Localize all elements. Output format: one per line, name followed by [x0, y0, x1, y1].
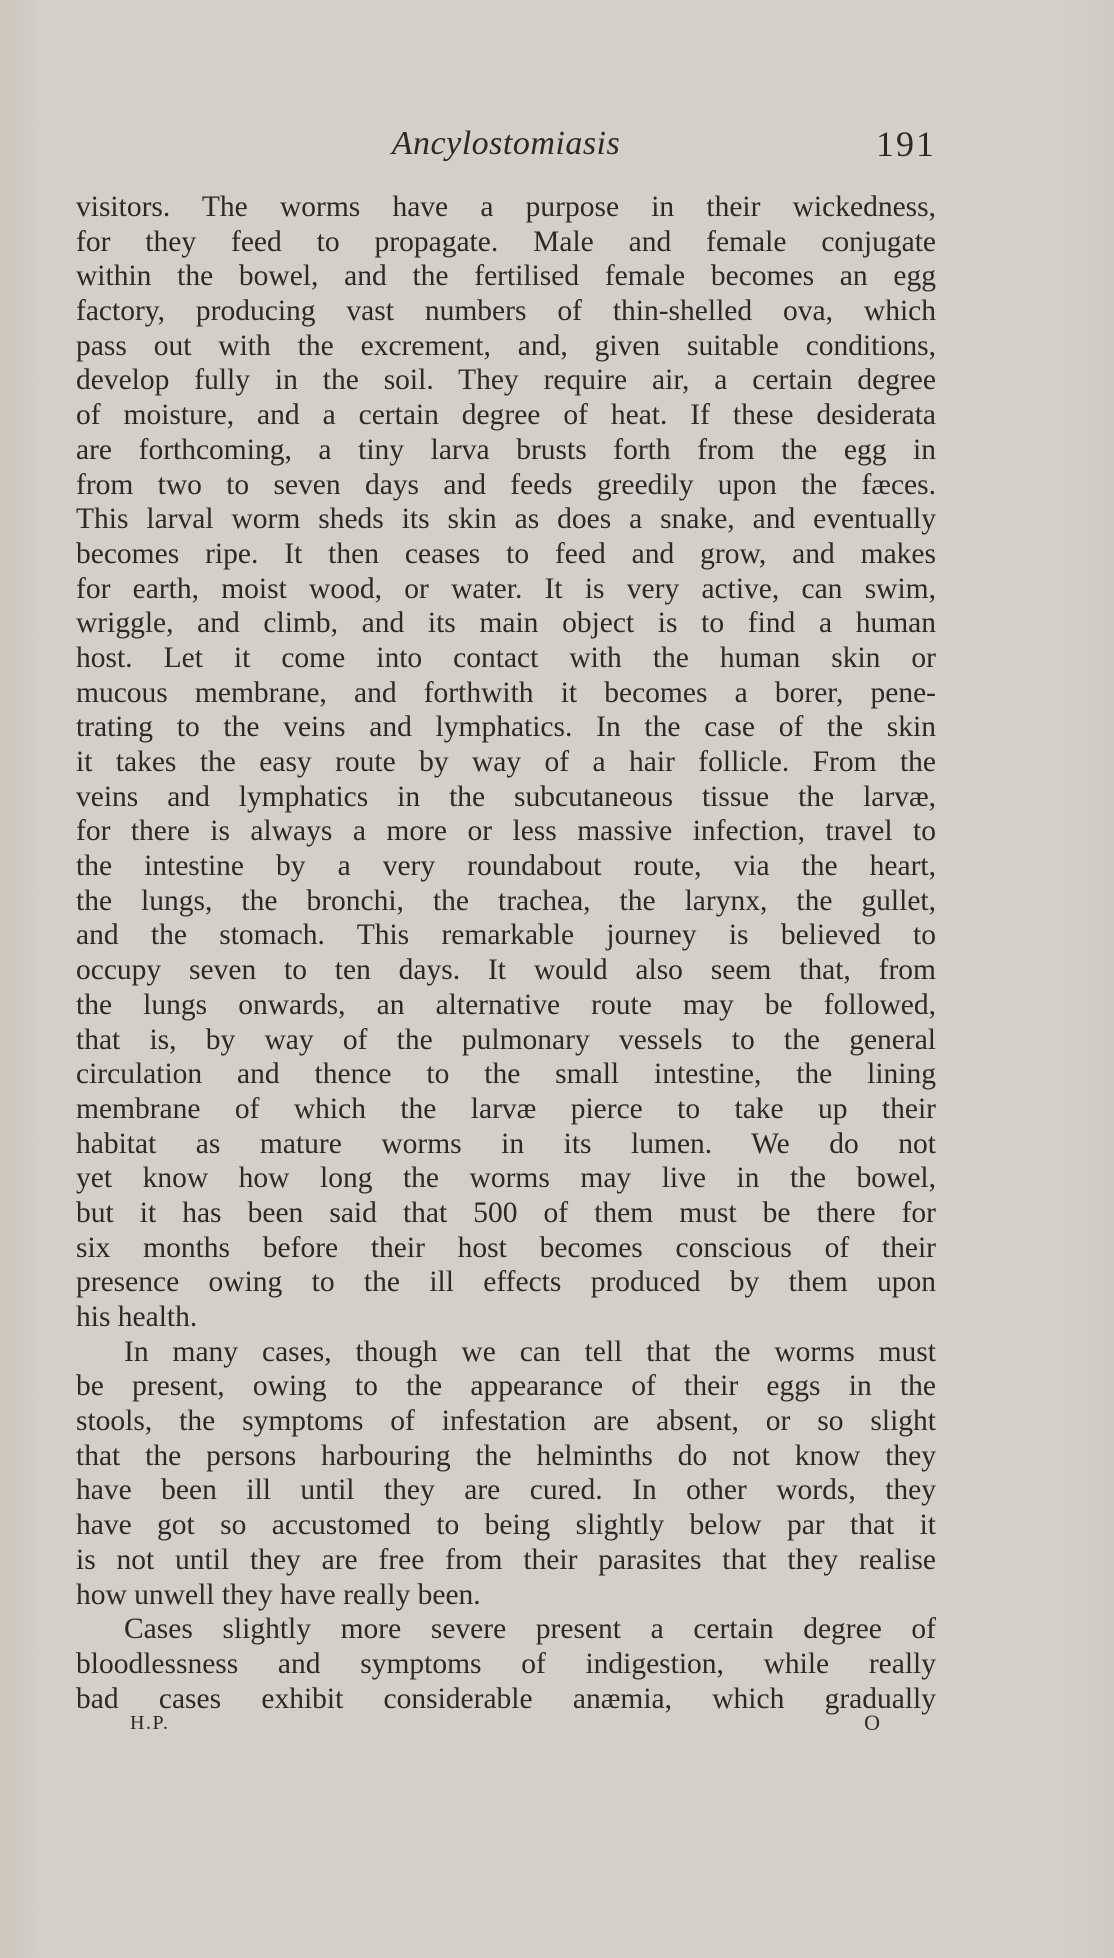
text-line: circulation and thence to the small intestine, the lining	[76, 1058, 936, 1091]
paragraph-3	[76, 1612, 936, 1716]
text-line: it takes the easy route by way of a hair follicle. From the	[76, 746, 936, 778]
text-line: host. Let it come into contact with the human skin or	[76, 641, 936, 674]
text-line: his health.	[76, 1301, 198, 1333]
page-number: 191	[876, 124, 936, 164]
text-line: that is, by way of the pulmonary vessels to the general	[76, 1023, 936, 1056]
text-line: membrane of which the larvæ pierce to take up their	[76, 1092, 936, 1125]
text-line: yet know how long the worms may live in the bowel,	[76, 1162, 936, 1195]
text-line: bloodlessness and symptoms of indigestion, while really	[76, 1647, 936, 1680]
text-line: the lungs, the bronchi, the trachea, the larynx, the gullet,	[76, 884, 936, 917]
text-line: bad cases exhibit considerable anæmia, which gradually	[76, 1682, 936, 1715]
text-line: the lungs onwards, an alternative route may be followed,	[76, 988, 936, 1021]
text-line: develop fully in the soil. They require air, a certain degree	[76, 364, 936, 397]
text-line: visitors. The worms have a purpose in their wickedness,	[76, 191, 936, 223]
page-footer	[76, 1708, 936, 1738]
body-text	[76, 190, 936, 1716]
text-line: from two to seven days and feeds greedily upon the fæces.	[76, 468, 936, 501]
text-line: habitat as mature worms in its lumen. We do not	[76, 1127, 936, 1160]
text-line: This larval worm sheds its skin as does a snake, and eventually	[76, 503, 936, 536]
text-line: how unwell they have really been.	[76, 1578, 481, 1611]
text-line: trating to the veins and lymphatics. In the case of the skin	[76, 711, 936, 744]
text-line: that the persons harbouring the helminths do not know they	[76, 1439, 936, 1472]
text-line: stools, the symptoms of infestation are absent, or so slight	[76, 1405, 936, 1438]
text-line: for they feed to propagate. Male and female conjugate	[76, 225, 936, 258]
text-line: for there is always a more or less massive infection, travel to	[76, 815, 936, 848]
text-line: is not until they are free from their parasites that they realise	[76, 1543, 936, 1576]
text-line: veins and lymphatics in the subcutaneous tissue the larvæ,	[76, 780, 936, 813]
running-head	[76, 122, 936, 166]
text-line: wriggle, and climb, and its main object is to find a human	[76, 607, 936, 640]
text-line: becomes ripe. It then ceases to feed and grow, and makes	[76, 537, 936, 570]
text-line: be present, owing to the appearance of their eggs in the	[76, 1370, 936, 1403]
text-line: for earth, moist wood, or water. It is very active, can swim,	[76, 572, 936, 605]
text-line: have been ill until they are cured. In other words, they	[76, 1474, 936, 1507]
text-line: presence owing to the ill effects produced by them upon	[76, 1266, 936, 1299]
text-line: but it has been said that 500 of them must be there for	[76, 1196, 936, 1229]
text-line: factory, producing vast numbers of thin-shelled ova, which	[76, 295, 936, 328]
text-line: pass out with the excrement, and, given suitable conditions,	[76, 329, 936, 362]
text-line: have got so accustomed to being slightly below par that it	[76, 1509, 936, 1542]
text-line: within the bowel, and the fertilised female becomes an egg	[76, 260, 936, 293]
printer-signature: H.P.	[130, 1712, 170, 1734]
paragraph-1	[76, 190, 936, 1335]
text-line: the intestine by a very roundabout route, via the heart,	[76, 850, 936, 883]
running-title: Ancylostomiasis	[391, 125, 621, 162]
signature-letter: O	[864, 1710, 880, 1735]
text-line: In many cases, though we can tell that the worms must	[124, 1335, 936, 1368]
text-line: mucous membrane, and forthwith it becomes a borer, pene-	[76, 676, 936, 709]
paragraph-2	[76, 1335, 936, 1613]
text-line: are forthcoming, a tiny larva brusts forth from the egg in	[76, 433, 936, 466]
text-line: six months before their host becomes conscious of their	[76, 1231, 936, 1264]
text-line: of moisture, and a certain degree of heat. If these desiderata	[76, 399, 936, 432]
text-line: occupy seven to ten days. It would also seem that, from	[76, 954, 936, 987]
text-line: Cases slightly more severe present a certain degree of	[124, 1613, 936, 1646]
text-line: and the stomach. This remarkable journey is believed to	[76, 919, 936, 952]
